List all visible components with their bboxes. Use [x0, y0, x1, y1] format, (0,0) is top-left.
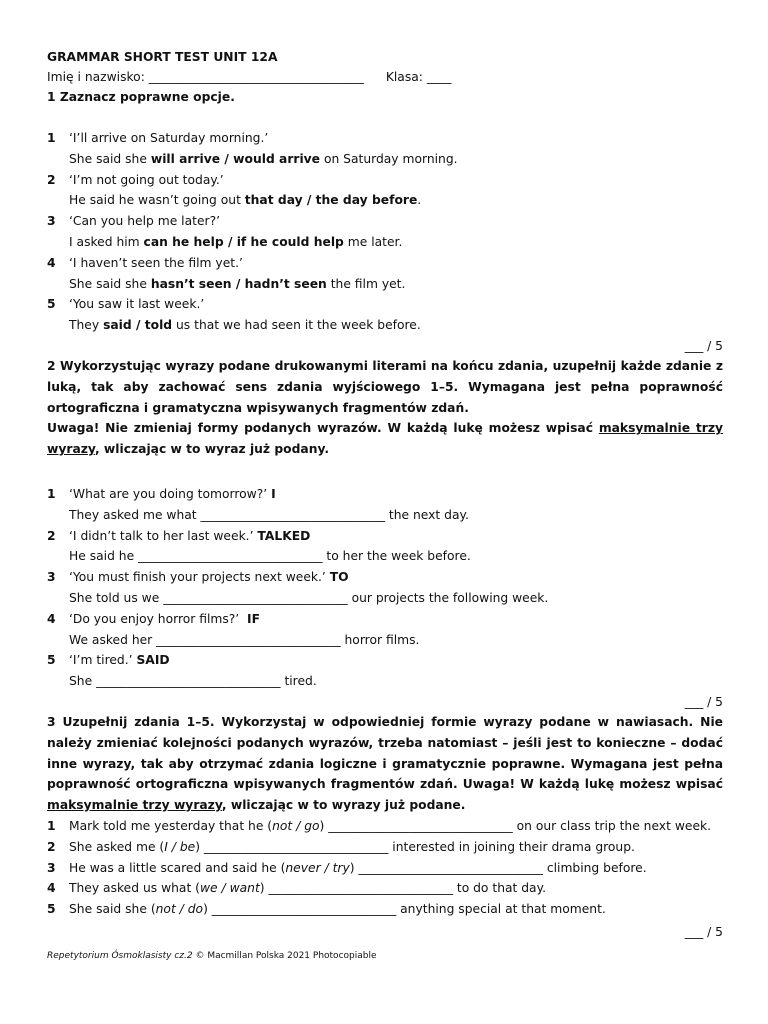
- question-row: [47, 858, 723, 879]
- question-number: 5: [47, 902, 56, 917]
- answer-text-end: on Saturday morning.: [320, 151, 458, 166]
- answer-blank[interactable]: ______________________________: [156, 632, 341, 647]
- sentence-end: to do that day.: [452, 881, 547, 896]
- section3-items: [47, 816, 723, 920]
- sentence-start: He was a little scared and said he (: [69, 860, 286, 875]
- answer-text: He said he: [69, 549, 139, 564]
- answer-text-end: the next day.: [384, 507, 469, 522]
- cue-close: ): [349, 860, 359, 875]
- question-row: [47, 170, 723, 191]
- footer: [47, 951, 377, 961]
- section2-warning-text: Uwaga! Nie zmieniaj formy podanych wyrazów. W każdą lukę możesz wpisać: [47, 421, 599, 436]
- question-text: [69, 650, 170, 671]
- question-number: 1: [47, 131, 56, 145]
- keyword: TO: [329, 570, 349, 585]
- answer-text: I asked him: [69, 234, 144, 249]
- answer-line: [47, 671, 723, 692]
- name-label: Imię i nazwisko:: [47, 70, 145, 84]
- question-text: [69, 899, 606, 920]
- cue-close: ): [259, 881, 269, 896]
- answer-text-end: me later.: [343, 234, 403, 249]
- answer-text-end: tired.: [280, 674, 317, 689]
- question-number: 1: [47, 486, 56, 501]
- class-label: Klasa:: [385, 70, 423, 84]
- question-number: 2: [47, 528, 56, 543]
- question-row: [47, 878, 723, 899]
- question-row: [47, 526, 723, 547]
- answer-options[interactable]: that day / the day before: [244, 193, 418, 208]
- answer-line: [47, 232, 723, 253]
- question-quote: ‘I’ll arrive on Saturday morning.’: [69, 131, 269, 145]
- question-number: 3: [47, 570, 56, 585]
- section2-score: ___ / 5: [684, 694, 723, 709]
- answer-text-end: .: [417, 193, 422, 208]
- section2-instruction: 2 Wykorzystując wyrazy podane drukowanymi literami na końcu zdania, uzupełnij każde zdanie z luką, tak aby zachować sens zdania wyjściowego 1–5. Wymagana jest pełna poprawność ortograficzna i gramatyczna wpisywanych fragmentów zdań.: [47, 358, 723, 415]
- answer-text-end: our projects the following week.: [347, 590, 549, 605]
- question-text: [69, 609, 260, 630]
- sentence-end: anything special at that moment.: [396, 902, 606, 917]
- section1-items: [47, 128, 723, 336]
- section1-score: ___ / 5: [684, 338, 723, 353]
- question-quote: ‘I didn’t talk to her last week.’: [69, 528, 258, 543]
- question-row: [47, 899, 723, 920]
- answer-text: We asked her: [69, 632, 157, 647]
- question-quote: ‘Can you help me later?’: [69, 214, 221, 229]
- answer-options[interactable]: said / told: [103, 318, 173, 333]
- question-row: [47, 128, 723, 149]
- sentence-start: She said she (: [69, 902, 156, 917]
- answer-text: They asked me what: [69, 507, 201, 522]
- word-cue: we / want: [200, 881, 260, 896]
- answer-line: [47, 588, 723, 609]
- answer-blank[interactable]: ______________________________: [200, 507, 385, 522]
- answer-blank[interactable]: ______________________________: [96, 674, 281, 689]
- question-text: [69, 858, 647, 879]
- word-cue: I / be: [164, 839, 196, 854]
- question-number: 5: [47, 297, 56, 312]
- answer-text: She: [69, 674, 97, 689]
- question-quote: ‘I’m tired.’: [69, 653, 137, 668]
- question-number: 2: [47, 839, 56, 854]
- question-row: [47, 211, 723, 232]
- answer-options[interactable]: can he help / if he could help: [143, 234, 344, 249]
- section3-instruction-text: 3 Uzupełnij zdania 1–5. Wykorzystaj w odpowiedniej formie wyrazy podane w nawiasach. Nie należy zmieniać kolejności podanych wyrazów, trzeba natomiast – jeśli jest to konieczne – dodać inne wyrazy, tak aby otrzymać zdania logiczne i gramatycznie poprawne. Wymagana jest pełna poprawność ortograficzna wpisywanych fragmentów zdań. Uwaga! W każdą lukę możesz wpisać: [47, 714, 723, 792]
- answer-blank[interactable]: ______________________________: [358, 860, 543, 875]
- answer-line: [47, 315, 723, 336]
- question-number: 5: [47, 653, 56, 668]
- question-quote: ‘I haven’t seen the film yet.’: [69, 255, 243, 270]
- question-text: [69, 878, 546, 899]
- question-number: 1: [47, 818, 56, 833]
- class-blank[interactable]: ____: [426, 70, 452, 84]
- sentence-start: Mark told me yesterday that he (: [69, 818, 273, 833]
- question-row: [47, 650, 723, 671]
- question-quote: ‘You must finish your projects next week.’: [69, 570, 330, 585]
- question-text: [69, 816, 711, 837]
- question-quote: ‘What are you doing tomorrow?’: [69, 486, 272, 501]
- question-quote: ‘I’m not going out today.’: [69, 172, 224, 187]
- name-class-line: [47, 67, 723, 87]
- question-text: [69, 567, 349, 588]
- answer-text: He said he wasn’t going out: [69, 193, 245, 208]
- keyword: I: [271, 486, 276, 501]
- name-blank[interactable]: ___________________________________: [148, 70, 364, 84]
- sentence-start: They asked us what (: [69, 881, 200, 896]
- answer-text: She said she: [69, 151, 151, 166]
- answer-line: [47, 505, 723, 526]
- cue-close: ): [195, 839, 204, 854]
- question-text: [69, 484, 276, 505]
- word-cue: not / do: [155, 902, 204, 917]
- question-row: [47, 294, 723, 315]
- section2-warning-underline: maksymalnie trzy wyrazy: [47, 421, 723, 457]
- question-quote: ‘Do you enjoy horror films?’: [69, 611, 248, 626]
- word-cue: not / go: [272, 818, 320, 833]
- sentence-start: She asked me (: [69, 839, 165, 854]
- section2-warning: [47, 418, 723, 460]
- answer-blank[interactable]: ______________________________: [211, 902, 397, 917]
- sentence-end: interested in joining their drama group.: [388, 839, 635, 854]
- answer-text-end: to her the week before.: [322, 549, 471, 564]
- question-row: [47, 567, 723, 588]
- word-cue: never / try: [285, 860, 350, 875]
- section2-warning-end: , wliczając w to wyraz już podany.: [94, 442, 330, 457]
- page-title: GRAMMAR SHORT TEST UNIT 12A: [47, 50, 278, 64]
- question-number: 3: [47, 214, 56, 229]
- sentence-end: climbing before.: [542, 860, 647, 875]
- footer-copyright: © Macmillan Polska 2021 Photocopiable: [192, 951, 377, 961]
- answer-text-end: horror films.: [340, 632, 420, 647]
- question-number: 2: [47, 172, 56, 187]
- question-row: [47, 816, 723, 837]
- section1-instruction: 1 Zaznacz poprawne opcje.: [47, 90, 235, 104]
- cue-close: ): [319, 818, 329, 833]
- question-number: 3: [47, 860, 56, 875]
- question-text: [69, 526, 310, 547]
- answer-blank[interactable]: ______________________________: [138, 549, 323, 564]
- answer-blank[interactable]: ______________________________: [268, 881, 453, 896]
- answer-blank[interactable]: ______________________________: [203, 839, 389, 854]
- answer-line: [47, 149, 723, 170]
- answer-line: [47, 274, 723, 295]
- section3-instruction-end: , wliczając w to wyrazy już podane.: [221, 798, 466, 813]
- answer-blank[interactable]: ______________________________: [163, 590, 348, 605]
- question-row: [47, 253, 723, 274]
- footer-book: Repetytorium Ósmoklasisty cz.2: [47, 951, 193, 961]
- section3-instruction-underline: maksymalnie trzy wyrazy: [47, 798, 222, 813]
- keyword: TALKED: [257, 528, 311, 543]
- answer-blank[interactable]: ______________________________: [328, 818, 513, 833]
- answer-text-end: the film yet.: [326, 276, 406, 291]
- keyword: IF: [247, 611, 261, 626]
- cue-close: ): [203, 902, 212, 917]
- question-number: 4: [47, 611, 56, 626]
- answer-text-end: us that we had seen it the week before.: [172, 318, 421, 333]
- question-number: 4: [47, 255, 56, 270]
- answer-text: She said she: [69, 276, 151, 291]
- question-row: [47, 484, 723, 505]
- worksheet-page: [47, 47, 723, 942]
- answer-options[interactable]: will arrive / would arrive: [150, 151, 321, 166]
- answer-line: [47, 630, 723, 651]
- section3-score: ___ / 5: [684, 924, 723, 939]
- section2-items: [47, 484, 723, 692]
- question-row: [47, 837, 723, 858]
- answer-text: She told us we: [69, 590, 164, 605]
- question-row: [47, 609, 723, 630]
- answer-line: [47, 190, 723, 211]
- answer-line: [47, 546, 723, 567]
- question-text: [69, 837, 635, 858]
- answer-text: They: [69, 318, 104, 333]
- question-number: 4: [47, 881, 56, 896]
- keyword: SAID: [136, 653, 170, 668]
- section3-instruction: [47, 712, 723, 816]
- question-quote: ‘You saw it last week.’: [69, 297, 205, 312]
- sentence-end: on our class trip the next week.: [512, 818, 712, 833]
- answer-options[interactable]: hasn’t seen / hadn’t seen: [150, 276, 327, 291]
